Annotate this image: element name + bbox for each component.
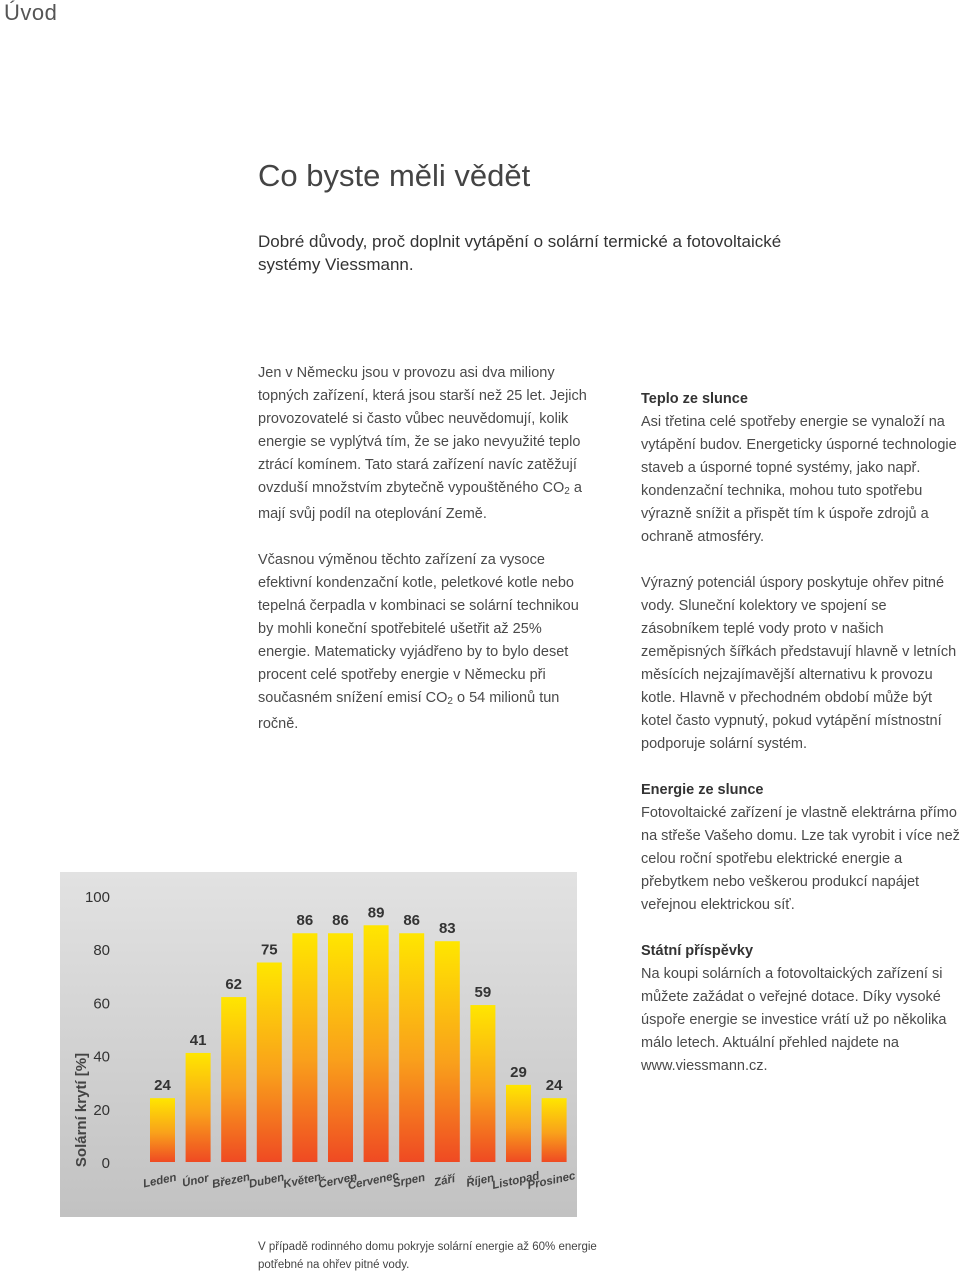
x-tick-label: Červenec [346, 1169, 401, 1193]
paragraph-teplo: Asi třetina celé spotřeby energie se vynaloží na vytápění budov. Energeticky úsporné technologie staveb a úsporné topné systémy, jako např. kondenzační technika, mohou tuto spotřebu výrazně snížit a přispět tím k úspoře zdrojů a ochraně atmosféry. [641, 414, 957, 545]
x-tick-label: Leden [142, 1171, 178, 1191]
x-tick-label: Listopad [491, 1170, 541, 1192]
solar-coverage-chart [60, 872, 577, 1217]
bar-červen [328, 933, 353, 1162]
y-tick-label: 60 [93, 995, 110, 1013]
bar-value-label: 41 [189, 1031, 207, 1049]
x-tick-label: Říjen [465, 1172, 496, 1190]
y-tick-label: 80 [93, 942, 110, 960]
bar-value-label: 83 [438, 920, 456, 938]
left-paragraph-1: Jen v Německu jsou v provozu asi dva miliony topných zařízení, která jsou starší než 25 let. Jejich provozovatelé si často vůbec neuvědomují, kolik energie se vyplýtvá tím, že se jako nevyužité teplo ztrácí komínem. Tato stará zařízení navíc zatěžují ovzduší množstvím zbytečně vypouštěného $CO_2$ a mají svůj podíl na oteplování Země. [258, 365, 587, 522]
bar-value-label: 86 [332, 912, 349, 930]
y-axis-label: Solární krytí [%] [73, 1052, 90, 1168]
x-tick-label: Červen [317, 1171, 359, 1191]
y-tick-label: 40 [93, 1048, 110, 1066]
x-tick-label: Březen [211, 1171, 252, 1191]
section-teplo [641, 388, 960, 549]
page-subtitle: Dobré důvody, proč doplnit vytápění o solární termické a fotovoltaické systémy Viessmann. [258, 232, 782, 274]
x-tick-label: Únor [181, 1172, 210, 1190]
heading-teplo: Teplo ze slunce [641, 391, 748, 407]
paragraph-prispevky: Na koupi solárních a fotovoltaických zařízení si můžete zažádat o veřejné dotace. Díky vysoké úspoře energie se investice vrátí už po několika málo letech. Aktuální přehled najdete na www.viessmann.cz. [641, 966, 947, 1074]
x-tick-label: Srpen [391, 1171, 427, 1191]
section-energie [641, 779, 960, 917]
y-tick-label: 0 [101, 1155, 110, 1172]
bar-value-label: 24 [545, 1077, 563, 1095]
bar-value-label: 59 [474, 984, 492, 1002]
bar-leden [150, 1098, 175, 1162]
paragraph-energie: Fotovoltaické zařízení je vlastně elektrárna přímo na střeše Vašeho domu. Lze tak vyrobit i více než celou roční spotřebu elektrické energie a přebytkem nebo veškerou produkcí napájet veřejnou elektrickou síť. [641, 805, 960, 913]
left-paragraph-2: Včasnou výměnou těchto zařízení za vysoce efektivní kondenzační kotle, peletkové kotle nebo tepelná čerpadla v kombinaci se solární technikou by mohli koneční spotřebitelé ušetřit až 25% energie. Matematicky vyjádřeno by to bylo deset procent celé spotřeby energie v Německu při současném snížení emisí $CO_2$ o 54 milionů tun ročně. [258, 552, 579, 732]
bar-value-label: 86 [296, 912, 314, 930]
heading-prispevky: Státní příspěvky [641, 943, 754, 959]
bar-value-label: 86 [403, 912, 421, 930]
bar-duben [257, 963, 282, 1163]
bar-červenec [364, 925, 389, 1162]
heading-energie: Energie ze slunce [641, 782, 764, 798]
bar-value-label: 75 [260, 941, 278, 959]
section-prispevky [641, 940, 960, 1078]
section-ohrev [641, 572, 960, 756]
x-tick-label: Září [433, 1173, 457, 1190]
page-title: Co byste měli vědět [258, 158, 531, 193]
bar-value-label: 24 [154, 1077, 171, 1095]
bar-únor [186, 1053, 211, 1162]
section-label: Úvod [4, 0, 58, 25]
left-column [258, 362, 598, 759]
paragraph-ohrev: Výrazný potenciál úspory poskytuje ohřev pitné vody. Sluneční kolektory ve spojení se zásobníkem teplé vody proto v našich zeměpisných šířkách představují hlavně v letních měsících nejzajímavější alternativu k provozu kotle. Hlavně v přechodném období může být kotel často vypnutý, pokud vytápění místnostní podporuje solární systém. [641, 575, 957, 752]
bar-srpen [399, 933, 424, 1162]
bar-prosinec [542, 1098, 567, 1162]
bar-value-label: 89 [367, 904, 385, 922]
chart-svg [60, 872, 577, 1217]
bar-value-label: 62 [225, 976, 243, 994]
chart-caption: V případě rodinného domu pokryje solární energie až 60% energie potřebné na ohřev pitné vody. [258, 1241, 597, 1271]
x-tick-label: Duben [247, 1171, 286, 1191]
bar-květen [292, 933, 317, 1162]
bar-listopad [506, 1085, 531, 1162]
x-tick-label: Květen [282, 1171, 323, 1191]
bar-říjen [470, 1005, 495, 1162]
bar-value-label: 29 [510, 1063, 527, 1081]
y-tick-label: 20 [93, 1101, 110, 1119]
right-column [641, 388, 960, 1101]
y-tick-label: 100 [84, 889, 110, 906]
bar-září [435, 941, 460, 1162]
x-tick-label: Prosinec [526, 1170, 577, 1192]
bar-březen [221, 997, 246, 1162]
